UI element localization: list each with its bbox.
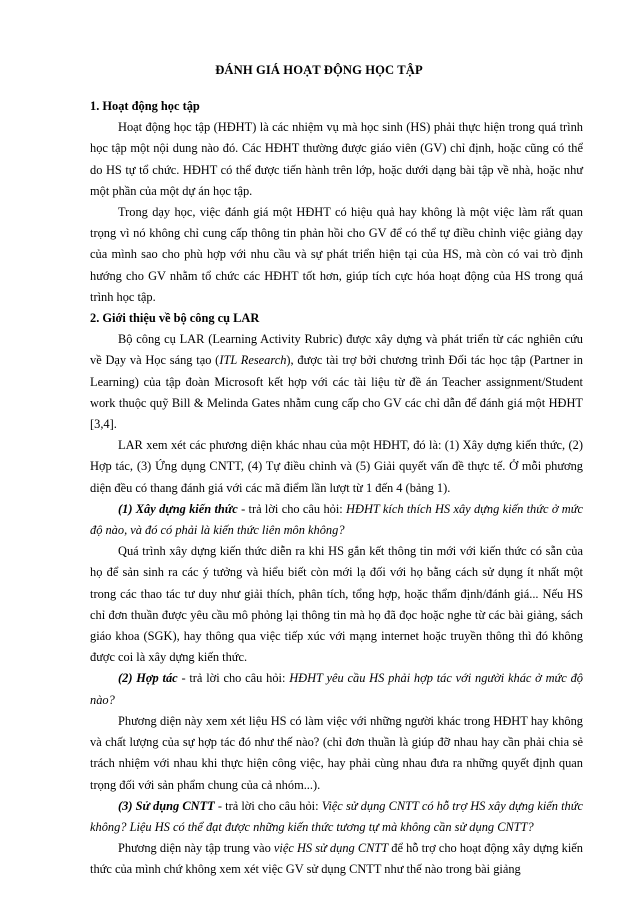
dimension-1-label: (1) Xây dựng kiến thức <box>118 501 238 516</box>
section-2-paragraph-1 <box>90 329 583 435</box>
dimension-2-paragraph: Phương diện này xem xét liệu HS có làm việc với những người khác trong HĐHT hay không và chất lượng của sự hợp tác đó như thế nào? (chỉ đơn thuần là giúp đỡ nhau hay cần phải chia sẻ trách nhiệm với nhau khi thực hiện công việc, hay phải cùng nhau đưa ra những quyết định quan trọng đối với sản phẩm chung của cả nhóm...). <box>90 713 583 792</box>
dimension-3-separator: - trả lời cho câu hỏi: <box>214 798 322 813</box>
dimension-2-question <box>90 668 583 710</box>
dimension-1-paragraph: Quá trình xây dựng kiến thức diễn ra khi HS gắn kết thông tin mới với kiến thức có sẵn của họ để sản sinh ra các ý tưởng và hiểu biết còn mới lạ đối với họ bằng cách sử dụng ít nhất một trong các thao tác tư duy như giải thích, phân tích, tổng hợp, hoặc thẩm định/đánh giá... Nếu HS chỉ đơn thuần được yêu cầu mô phỏng lại thông tin mà họ đã đọc hoặc nghe từ các bài giảng, sách giáo khoa (SGK), hay thông qua việc tiếp xúc với mạng internet hoặc truyền thông thì đó không được coi là xây dựng kiến thức. <box>90 544 583 665</box>
dimension-3-text-start: Phương diện này tập trung vào <box>118 841 274 856</box>
section-1-heading: 1. Hoạt động học tập <box>90 99 200 113</box>
dimension-1-separator: - trả lời cho câu hỏi: <box>237 501 347 516</box>
dimension-1-question-text: HĐHT kích thích HS xây dựng kiến thức ở mức độ nào, và đó có phải là kiến thức liên môn không? <box>90 501 583 538</box>
section-1-paragraph-2: Trong dạy học, việc đánh giá một HĐHT có hiệu quả hay không là một việc làm rất quan trọng vì nó không chỉ cung cấp thông tin phản hồi cho GV để có thể tự điều chỉnh việc giảng dạy của mình sao cho phù hợp với nhu cầu và sự phát triển hiện tại của HS, mà còn có vai trò định hướng cho GV nhằm tổ chức các HĐHT tốt hơn, giúp tích cực hóa hoạt động của HS trong quá trình học tập. <box>90 205 583 304</box>
dimension-3-question <box>90 796 583 838</box>
document-body <box>90 96 583 881</box>
dimension-2-question-text: HĐHT yêu cầu HS phải hợp tác với người khác ở mức độ nào? <box>90 671 583 707</box>
dimension-1-question <box>90 499 583 541</box>
lar-intro-text: Bộ công cụ LAR (Learning Activity Rubric) được xây dựng và phát triển từ các nghiên cứu về Dạy và Học sáng tạo ( <box>90 332 583 368</box>
section-1-paragraph-1: Hoạt động học tập (HĐHT) là các nhiệm vụ mà học sinh (HS) phải thực hiện trong quá trình học tập một nội dung nào đó. Các HĐHT thường được giáo viên (GV) chỉ định, hoặc cũng có thể do HS tự tổ chức. HĐHT có thể được tiến hành trên lớp, hoặc dưới dạng bài tập về nhà, hoặc như một phần của một dự án học tập. <box>90 120 583 198</box>
dimension-3-text-end: để hỗ trợ cho hoạt động xây dựng kiến thức của mình chứ không xem xét việc GV sử dụng CNTT như thế nào trong bài giảng <box>90 841 583 877</box>
itl-research-text: ITL Research <box>219 353 287 368</box>
dimension-3-label: (3) Sử dụng CNTT <box>118 798 215 813</box>
document-title: ĐÁNH GIÁ HOẠT ĐỘNG HỌC TẬP <box>215 63 423 77</box>
section-2-heading: 2. Giới thiệu về bộ công cụ LAR <box>90 311 260 326</box>
lar-intro-continued: ), được tài trợ bởi chương trình Đối tác học tập (Partner in Learning) của tập đoàn Microsoft kết hợp với các tài liệu từ đề án Teacher assignment/Student work thuộc quỹ Bill & Melinda Gates nhằm cung cấp cho GV các chỉ dẫn để đánh giá một HĐHT [3,4]. <box>90 353 583 432</box>
dimension-2-separator: - trả lời cho câu hỏi: <box>177 671 290 686</box>
dimension-2-label: (2) Hợp tác <box>118 671 178 686</box>
dimension-3-question-text: Việc sử dụng CNTT có hỗ trợ HS xây dựng kiến thức không? Liệu HS có thể đạt được những kiến thức tương tự mà không cần sử dụng CNTT? <box>90 798 583 834</box>
section-2-paragraph-2: LAR xem xét các phương diện khác nhau của một HĐHT, đó là: (1) Xây dựng kiến thức, (2) Hợp tác, (3) Ứng dụng CNTT, (4) Tự điều chỉnh và (5) Giải quyết vấn đề thực tế. Ở mỗi phương diện đều có thang đánh giá với các mã điểm lần lượt từ 1 đến 4 (bảng 1). <box>90 438 583 495</box>
dimension-3-italic-phrase: việc HS sử dụng CNTT <box>273 841 389 856</box>
dimension-3-paragraph <box>90 838 583 880</box>
